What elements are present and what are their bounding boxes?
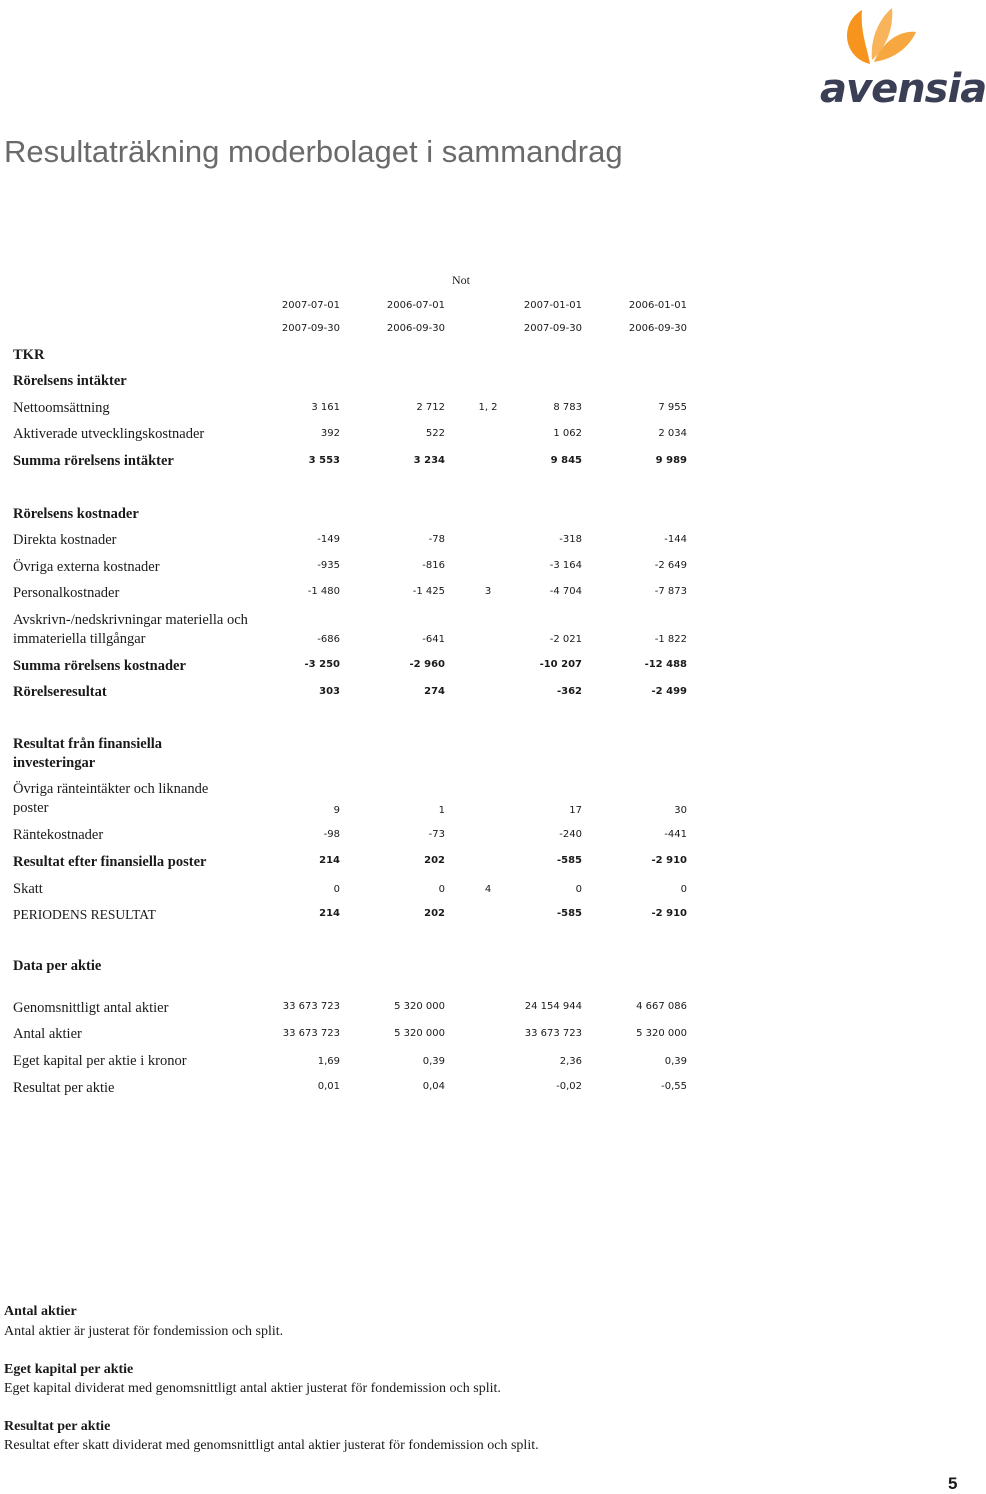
row-value: 8 783 (553, 402, 582, 413)
row-value: -144 (664, 534, 687, 545)
period-from-3: 2007-01-01 (523, 300, 582, 311)
row-value: -0,02 (556, 1081, 582, 1092)
row-value: -2 499 (651, 686, 687, 697)
row-value: -2 910 (651, 855, 687, 866)
row-value: -73 (428, 829, 445, 840)
section-heading-costs: Rörelsens kostnader (13, 506, 139, 522)
row-label: Avskrivn-/nedskrivningar materiella och immateriella tillgångar (13, 612, 248, 647)
row-note: 1, 2 (478, 402, 498, 413)
row-value: 202 (424, 908, 445, 919)
row-value: 2 712 (416, 402, 445, 413)
row-value: 7 955 (658, 402, 687, 413)
row-value: -0,55 (661, 1081, 687, 1092)
row-value: 522 (425, 428, 445, 439)
row-note: 3 (484, 586, 492, 597)
row-label: Rörelseresultat (13, 684, 107, 700)
footnote-heading: Eget kapital per aktie (4, 1362, 134, 1377)
row-label: Summa rörelsens kostnader (13, 658, 186, 674)
row-value: 5 320 000 (394, 1028, 445, 1039)
footnote-heading: Resultat per aktie (4, 1419, 111, 1434)
row-value: -318 (559, 534, 582, 545)
period-from-1: 2007-07-01 (281, 300, 340, 311)
leaf-logo-icon (812, 2, 960, 72)
row-value: 214 (319, 908, 340, 919)
row-value: 3 234 (413, 455, 445, 466)
unit-label: TKR (13, 347, 45, 363)
period-to-1: 2007-09-30 (281, 323, 340, 334)
row-value: -3 250 (304, 659, 340, 670)
row-value: -4 704 (549, 586, 582, 597)
period-from-4: 2006-01-01 (628, 300, 687, 311)
row-value: 0 (333, 884, 340, 895)
row-value: 0,39 (664, 1056, 687, 1067)
row-value: 9 989 (655, 455, 687, 466)
row-value: 3 553 (308, 455, 340, 466)
row-value: -935 (317, 560, 340, 571)
row-value: -2 910 (651, 908, 687, 919)
row-value: 0,39 (422, 1056, 445, 1067)
row-value: 9 845 (550, 455, 582, 466)
period-to-2: 2006-09-30 (386, 323, 445, 334)
row-value: 5 320 000 (636, 1028, 687, 1039)
row-value: 24 154 944 (524, 1001, 582, 1012)
row-value: -78 (428, 534, 445, 545)
row-label: Direkta kostnader (13, 532, 117, 548)
row-value: -641 (422, 634, 445, 645)
row-value: 4 667 086 (636, 1001, 687, 1012)
row-label: Övriga ränteintäkter och liknande poster (13, 781, 209, 816)
row-value: -98 (323, 829, 340, 840)
row-label: Resultat efter finansiella poster (13, 854, 207, 870)
row-label: Antal aktier (13, 1026, 82, 1042)
row-value: 0 (680, 884, 687, 895)
row-value: -2 960 (409, 659, 445, 670)
row-value: 33 673 723 (282, 1001, 340, 1012)
section-heading-revenue: Rörelsens intäkter (13, 373, 127, 389)
row-value: 214 (319, 855, 340, 866)
row-value: -2 649 (654, 560, 687, 571)
footnote-text: Eget kapital dividerat med genomsnittligt antal aktier justerat för fondemission och split. (4, 1381, 501, 1396)
footnote-heading: Antal aktier (4, 1304, 77, 1319)
row-value: -3 164 (549, 560, 582, 571)
section-heading-financial: Resultat från finansiella investeringar (13, 736, 163, 771)
row-label: Aktiverade utvecklingskostnader (13, 426, 205, 442)
row-value: 33 673 723 (282, 1028, 340, 1039)
row-label: Räntekostnader (13, 827, 104, 843)
row-value: -1 822 (654, 634, 687, 645)
row-value: -149 (317, 534, 340, 545)
row-value: 0,04 (422, 1081, 445, 1092)
row-value: -585 (556, 855, 582, 866)
row-value: 17 (569, 805, 582, 816)
row-value: -2 021 (549, 634, 582, 645)
row-value: -362 (556, 686, 582, 697)
section-heading-per-share: Data per aktie (13, 958, 102, 974)
row-value: 1 (438, 805, 445, 816)
row-note: 4 (484, 884, 492, 895)
row-value: 202 (424, 855, 445, 866)
row-value: 0 (575, 884, 582, 895)
brand-name: avensia (820, 66, 986, 112)
row-value: -240 (559, 829, 582, 840)
footnote-text: Antal aktier är justerat för fondemission och split. (4, 1324, 284, 1339)
period-from-2: 2006-07-01 (386, 300, 445, 311)
row-value: 1 062 (553, 428, 582, 439)
period-to-4: 2006-09-30 (628, 323, 687, 334)
row-value: -12 488 (644, 659, 687, 670)
row-value: 2,36 (559, 1056, 582, 1067)
row-value: 392 (320, 428, 340, 439)
row-value: 303 (319, 686, 340, 697)
row-value: 1,69 (317, 1056, 340, 1067)
row-value: -585 (556, 908, 582, 919)
row-label: Resultat per aktie (13, 1080, 115, 1096)
row-value: -686 (317, 634, 340, 645)
row-value: 0 (438, 884, 445, 895)
row-label: Personalkostnader (13, 585, 120, 601)
row-value: 5 320 000 (394, 1001, 445, 1012)
row-value: 274 (424, 686, 445, 697)
row-label: Eget kapital per aktie i kronor (13, 1053, 187, 1069)
note-column-header: Not (452, 273, 470, 287)
avensia-logo (812, 2, 986, 112)
row-value: 33 673 723 (524, 1028, 582, 1039)
row-value: 0,01 (317, 1081, 340, 1092)
page-title: Resultaträkning moderbolaget i sammandrag (4, 134, 623, 169)
row-value: 3 161 (311, 402, 340, 413)
footnote-text: Resultat efter skatt dividerat med genomsnittligt antal aktier justerat för fondemission och split. (4, 1438, 539, 1453)
row-label: Nettoomsättning (13, 400, 110, 416)
row-value: -441 (664, 829, 687, 840)
row-label: Övriga externa kostnader (13, 559, 160, 575)
row-value: -816 (422, 560, 445, 571)
row-value: 30 (674, 805, 687, 816)
row-value: -1 480 (307, 586, 340, 597)
row-value: 9 (333, 805, 340, 816)
row-label: Skatt (13, 881, 43, 897)
row-value: 2 034 (658, 428, 687, 439)
row-label: Summa rörelsens intäkter (13, 453, 174, 469)
row-value: -10 207 (539, 659, 582, 670)
period-to-3: 2007-09-30 (523, 323, 582, 334)
row-value: -7 873 (654, 586, 687, 597)
row-label: PERIODENS RESULTAT (13, 907, 156, 922)
row-label: Genomsnittligt antal aktier (13, 1000, 169, 1016)
row-value: -1 425 (412, 586, 445, 597)
page-number: 5 (948, 1474, 958, 1493)
